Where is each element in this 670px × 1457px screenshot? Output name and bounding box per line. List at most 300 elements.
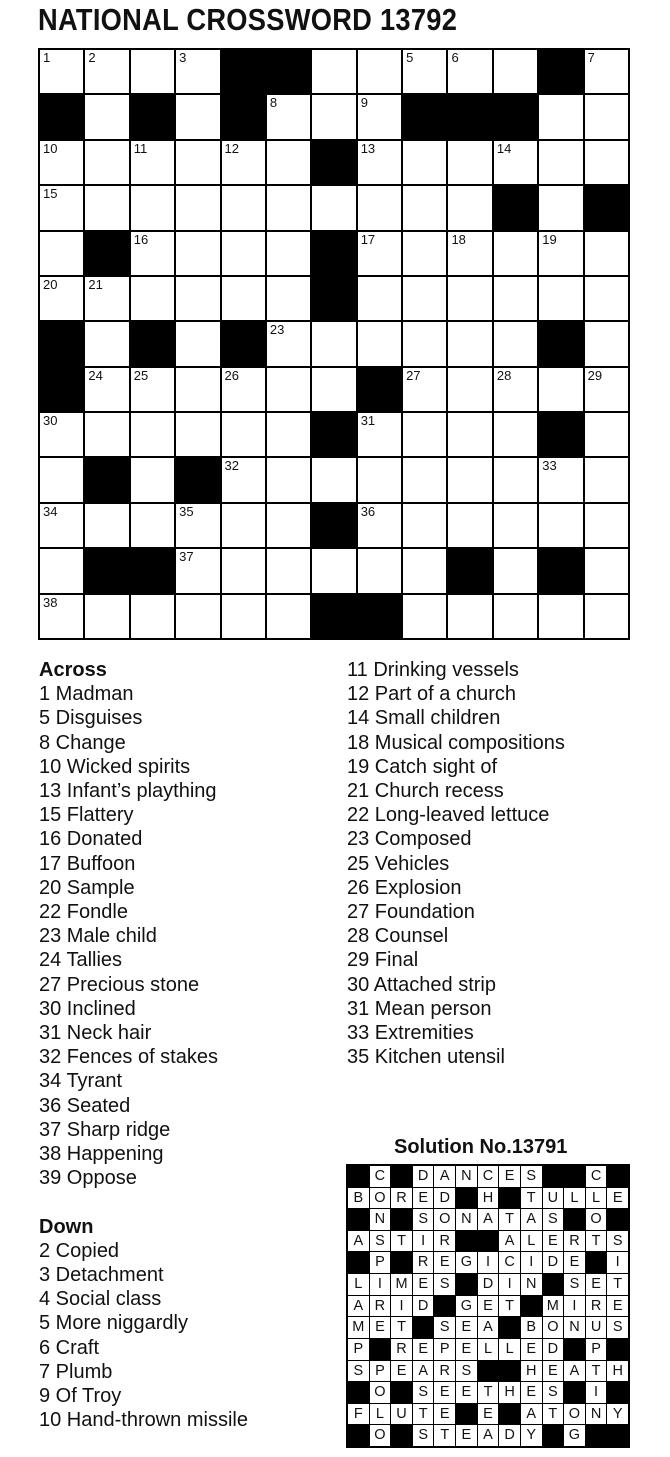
across-clue: 1 Madman <box>39 683 134 706</box>
grid-cell[interactable] <box>494 549 537 592</box>
across-clue: 23 Male child <box>39 925 157 948</box>
grid-cell[interactable] <box>585 50 628 93</box>
grid-cell[interactable] <box>40 458 83 501</box>
solution-cell: U <box>391 1404 412 1425</box>
grid-cell[interactable] <box>267 549 310 592</box>
across-clue: 36 Seated <box>39 1094 131 1117</box>
grid-cell[interactable] <box>40 413 83 456</box>
grid-cell[interactable] <box>176 322 219 365</box>
down-clue: 22 Long-leaved lettuce <box>347 804 550 827</box>
clue-number: 13 <box>360 140 376 156</box>
grid-cell[interactable] <box>585 368 628 411</box>
down-clue-list-right <box>347 658 565 1069</box>
grid-cell[interactable] <box>267 368 310 411</box>
down-clue: 27 Foundation <box>347 901 475 924</box>
solution-cell: L <box>348 1274 369 1295</box>
down-clue: 5 More niggardly <box>39 1312 188 1335</box>
grid-cell[interactable] <box>358 232 401 275</box>
grid-cell[interactable] <box>494 504 537 547</box>
grid-cell[interactable] <box>131 141 174 184</box>
grid-cell[interactable] <box>85 50 128 93</box>
grid-cell[interactable] <box>403 458 446 501</box>
solution-cell: R <box>391 1339 412 1360</box>
grid-cell[interactable] <box>85 322 128 365</box>
solution-cell: E <box>434 1252 455 1273</box>
clue-number: 8 <box>269 95 278 111</box>
solution-cell: N <box>456 1166 477 1187</box>
clue-number: 26 <box>224 367 239 383</box>
grid-cell[interactable] <box>539 504 582 547</box>
solution-cell: C <box>586 1166 607 1187</box>
grid-cell[interactable] <box>222 232 265 275</box>
grid-cell[interactable] <box>585 322 628 365</box>
solution-cell: S <box>348 1361 369 1382</box>
grid-cell[interactable] <box>40 277 83 320</box>
clue-number: 31 <box>360 413 376 429</box>
solution-cell: T <box>543 1404 564 1425</box>
solution-cell: B <box>521 1317 542 1338</box>
clue-number: 11 <box>133 140 148 156</box>
clue-number: 15 <box>43 186 58 202</box>
down-clue: 7 Plumb <box>39 1360 113 1383</box>
solution-cell: N <box>370 1209 391 1230</box>
solution-cell: Y <box>521 1425 542 1446</box>
grid-cell[interactable] <box>222 413 265 456</box>
solution-cell: A <box>478 1209 499 1230</box>
down-clue: 19 Catch sight of <box>347 755 498 778</box>
clue-number: 14 <box>496 140 512 156</box>
clue-number: 30 <box>43 413 58 429</box>
solution-cell: A <box>521 1404 542 1425</box>
across-clue: 13 Infant’s plaything <box>39 780 217 803</box>
grid-cell[interactable] <box>131 186 174 229</box>
solution-cell: D <box>413 1166 434 1187</box>
solution-cell: T <box>391 1317 412 1338</box>
solution-cell: S <box>607 1231 628 1252</box>
solution-grid <box>346 1164 630 1448</box>
grid-cell[interactable] <box>448 322 491 365</box>
solution-cell: I <box>521 1252 542 1273</box>
grid-cell[interactable] <box>222 141 265 184</box>
solution-cell: M <box>391 1274 412 1295</box>
grid-cell[interactable] <box>539 95 582 138</box>
grid-cell[interactable] <box>312 368 355 411</box>
grid-cell[interactable] <box>403 504 446 547</box>
across-clue: 32 Fences of stakes <box>39 1046 218 1069</box>
solution-cell: E <box>499 1166 520 1187</box>
grid-cell[interactable] <box>85 141 128 184</box>
grid-cell[interactable] <box>448 458 491 501</box>
grid-cell[interactable] <box>539 186 582 229</box>
grid-cell[interactable] <box>267 504 310 547</box>
grid-cell[interactable] <box>448 232 491 275</box>
clue-number: 5 <box>406 50 414 65</box>
solution-cell: E <box>586 1274 607 1295</box>
grid-cell[interactable] <box>267 141 310 184</box>
solution-cell: E <box>370 1317 391 1338</box>
grid-cell[interactable] <box>403 186 446 229</box>
grid-cell[interactable] <box>448 368 491 411</box>
solution-cell: A <box>499 1231 520 1252</box>
across-heading: Across <box>39 659 107 681</box>
down-clue: 31 Mean person <box>347 997 492 1020</box>
down-clue: 25 Vehicles <box>347 852 450 875</box>
solution-cell: E <box>478 1404 499 1425</box>
grid-cell[interactable] <box>176 413 219 456</box>
grid-cell[interactable] <box>176 277 219 320</box>
solution-cell: P <box>370 1361 391 1382</box>
across-clue: 27 Precious stone <box>39 973 200 996</box>
solution-cell: S <box>413 1425 434 1446</box>
grid-cell[interactable] <box>358 458 401 501</box>
grid-cell[interactable] <box>131 504 174 547</box>
clue-number: 29 <box>587 367 603 383</box>
grid-cell[interactable] <box>40 232 83 275</box>
grid-cell[interactable] <box>176 141 219 184</box>
solution-cell: B <box>348 1188 369 1209</box>
clue-number: 32 <box>224 458 239 474</box>
solution-cell: P <box>370 1252 391 1273</box>
grid-cell[interactable] <box>539 458 582 501</box>
clue-number: 37 <box>179 549 194 565</box>
grid-cell[interactable] <box>131 232 174 275</box>
across-clue-list <box>39 682 248 1190</box>
grid-cell[interactable] <box>222 595 265 638</box>
grid-cell[interactable] <box>85 504 128 547</box>
clue-number: 23 <box>269 322 285 338</box>
solution-cell: S <box>521 1166 542 1187</box>
solution-cell: E <box>607 1188 628 1209</box>
solution-cell: R <box>370 1296 391 1317</box>
grid-cell[interactable] <box>176 368 219 411</box>
grid-cell[interactable] <box>176 186 219 229</box>
puzzle-title: NATIONAL CROSSWORD 13792 <box>38 2 458 37</box>
solution-cell: G <box>456 1296 477 1317</box>
grid-cell[interactable] <box>85 368 128 411</box>
across-clue: 15 Flattery <box>39 804 134 827</box>
solution-cell: S <box>413 1382 434 1403</box>
down-clue: 29 Final <box>347 949 419 972</box>
solution-cell: E <box>413 1274 434 1295</box>
down-clue: 21 Church recess <box>347 780 504 803</box>
clue-number: 10 <box>43 140 58 156</box>
grid-cell[interactable] <box>539 368 582 411</box>
solution-cell: E <box>521 1339 542 1360</box>
grid-cell[interactable] <box>267 232 310 275</box>
grid-cell[interactable] <box>539 595 582 638</box>
solution-cell: A <box>434 1166 455 1187</box>
grid-cell[interactable] <box>403 50 446 93</box>
solution-cell: M <box>348 1317 369 1338</box>
grid-cell[interactable] <box>312 50 355 93</box>
grid-cell[interactable] <box>358 549 401 592</box>
grid-cell[interactable] <box>358 413 401 456</box>
solution-cell: T <box>521 1188 542 1209</box>
grid-cell[interactable] <box>539 277 582 320</box>
grid-cell[interactable] <box>40 50 83 93</box>
solution-cell: I <box>499 1274 520 1295</box>
across-clue: 16 Donated <box>39 828 143 851</box>
across-clue: 39 Oppose <box>39 1167 137 1190</box>
grid-cell[interactable] <box>222 277 265 320</box>
grid-cell[interactable] <box>312 322 355 365</box>
solution-cell: O <box>434 1209 455 1230</box>
solution-cell: L <box>499 1339 520 1360</box>
grid-cell[interactable] <box>403 413 446 456</box>
solution-cell: E <box>456 1425 477 1446</box>
grid-cell[interactable] <box>222 458 265 501</box>
grid-cell[interactable] <box>403 322 446 365</box>
solution-cell: L <box>521 1231 542 1252</box>
grid-cell[interactable] <box>267 322 310 365</box>
down-clue: 28 Counsel <box>347 925 449 948</box>
grid-cell[interactable] <box>585 549 628 592</box>
grid-cell[interactable] <box>585 232 628 275</box>
grid-cell[interactable] <box>358 141 401 184</box>
clue-number: 27 <box>406 367 421 383</box>
solution-cell: L <box>564 1188 585 1209</box>
grid-cell[interactable] <box>312 186 355 229</box>
down-clue-list-left <box>39 1239 248 1433</box>
solution-cell: L <box>478 1339 499 1360</box>
down-clue: 10 Hand-thrown missile <box>39 1409 248 1432</box>
grid-cell[interactable] <box>131 277 174 320</box>
down-clue: 33 Extremities <box>347 1022 474 1045</box>
grid-cell[interactable] <box>358 95 401 138</box>
solution-cell: E <box>413 1339 434 1360</box>
grid-cell[interactable] <box>176 549 219 592</box>
down-clue: 14 Small children <box>347 707 501 730</box>
solution-cell: O <box>370 1188 391 1209</box>
grid-cell[interactable] <box>85 277 128 320</box>
solution-cell: S <box>607 1317 628 1338</box>
clue-number: 2 <box>88 50 96 65</box>
solution-title: Solution No.13791 <box>394 1136 568 1158</box>
solution-cell: U <box>586 1317 607 1338</box>
clue-number: 6 <box>451 50 459 65</box>
across-clue: 37 Sharp ridge <box>39 1118 171 1141</box>
solution-cell: S <box>434 1317 455 1338</box>
grid-cell[interactable] <box>85 413 128 456</box>
grid-cell[interactable] <box>312 549 355 592</box>
grid-cell[interactable] <box>403 549 446 592</box>
grid-cell[interactable] <box>358 277 401 320</box>
solution-cell: T <box>391 1231 412 1252</box>
grid-cell[interactable] <box>403 595 446 638</box>
grid-cell[interactable] <box>585 95 628 138</box>
grid-cell[interactable] <box>448 595 491 638</box>
grid-cell[interactable] <box>85 95 128 138</box>
solution-cell: E <box>413 1188 434 1209</box>
grid-cell[interactable] <box>403 141 446 184</box>
down-clue: 30 Attached strip <box>347 973 496 996</box>
solution-cell: I <box>370 1274 391 1295</box>
grid-cell[interactable] <box>403 232 446 275</box>
solution-cell: T <box>586 1361 607 1382</box>
grid-cell[interactable] <box>494 368 537 411</box>
grid-cell[interactable] <box>40 595 83 638</box>
grid-cell[interactable] <box>267 458 310 501</box>
grid-cell[interactable] <box>494 232 537 275</box>
solution-cell: C <box>370 1166 391 1187</box>
grid-cell[interactable] <box>267 595 310 638</box>
grid-cell[interactable] <box>539 141 582 184</box>
solution-cell: U <box>543 1188 564 1209</box>
solution-cell: I <box>478 1252 499 1273</box>
grid-cell[interactable] <box>585 413 628 456</box>
solution-cell: E <box>456 1339 477 1360</box>
solution-cell: Y <box>607 1404 628 1425</box>
grid-cell[interactable] <box>222 368 265 411</box>
grid-cell[interactable] <box>358 504 401 547</box>
grid-cell[interactable] <box>312 95 355 138</box>
solution-cell: R <box>564 1231 585 1252</box>
across-clue: 30 Inclined <box>39 997 136 1020</box>
grid-cell[interactable] <box>358 186 401 229</box>
grid-cell[interactable] <box>267 277 310 320</box>
grid-cell[interactable] <box>494 141 537 184</box>
grid-cell[interactable] <box>222 504 265 547</box>
solution-cell: D <box>543 1339 564 1360</box>
grid-cell[interactable] <box>267 413 310 456</box>
grid-cell[interactable] <box>85 595 128 638</box>
grid-cell[interactable] <box>494 322 537 365</box>
grid-cell[interactable] <box>40 186 83 229</box>
grid-cell[interactable] <box>539 232 582 275</box>
clue-number: 34 <box>43 503 58 519</box>
solution-cell: E <box>456 1382 477 1403</box>
across-clue: 22 Fondle <box>39 901 128 924</box>
solution-cell: E <box>456 1317 477 1338</box>
solution-cell: L <box>370 1404 391 1425</box>
grid-cell[interactable] <box>131 413 174 456</box>
clue-number: 25 <box>133 367 149 383</box>
solution-cell: T <box>607 1274 628 1295</box>
clue-number: 35 <box>179 503 194 519</box>
solution-cell: T <box>499 1296 520 1317</box>
solution-cell: S <box>543 1382 564 1403</box>
solution-cell: G <box>564 1425 585 1446</box>
grid-cell[interactable] <box>40 549 83 592</box>
solution-cell: C <box>499 1252 520 1273</box>
solution-cell: O <box>564 1404 585 1425</box>
solution-cell: O <box>543 1317 564 1338</box>
grid-cell[interactable] <box>312 458 355 501</box>
solution-cell: E <box>564 1252 585 1273</box>
grid-cell[interactable] <box>85 186 128 229</box>
solution-cell: N <box>586 1404 607 1425</box>
grid-cell[interactable] <box>176 95 219 138</box>
grid-cell[interactable] <box>448 277 491 320</box>
solution-cell: D <box>413 1296 434 1317</box>
solution-cell: O <box>586 1209 607 1230</box>
clue-number: 1 <box>43 50 51 65</box>
grid-cell[interactable] <box>585 595 628 638</box>
across-clue: 20 Sample <box>39 876 135 899</box>
solution-cell: N <box>521 1274 542 1295</box>
across-clue: 24 Tallies <box>39 949 123 972</box>
clue-number: 18 <box>451 231 466 247</box>
solution-cell: A <box>521 1209 542 1230</box>
solution-cell: A <box>564 1361 585 1382</box>
solution-cell: R <box>434 1361 455 1382</box>
down-heading: Down <box>39 1215 94 1238</box>
clue-number: 16 <box>133 231 149 247</box>
grid-cell[interactable] <box>131 458 174 501</box>
grid-cell[interactable] <box>403 368 446 411</box>
grid-cell[interactable] <box>131 595 174 638</box>
grid-cell[interactable] <box>448 413 491 456</box>
grid-cell[interactable] <box>176 232 219 275</box>
solution-cell: S <box>543 1209 564 1230</box>
grid-cell[interactable] <box>448 141 491 184</box>
grid-cell[interactable] <box>131 368 174 411</box>
clue-number: 21 <box>88 276 103 292</box>
down-clue: 12 Part of a church <box>347 683 516 706</box>
grid-cell[interactable] <box>403 277 446 320</box>
clue-number: 17 <box>360 231 376 247</box>
grid-cell[interactable] <box>176 50 219 93</box>
grid-cell[interactable] <box>494 413 537 456</box>
solution-cell: E <box>391 1361 412 1382</box>
grid-cell[interactable] <box>222 549 265 592</box>
grid-cell[interactable] <box>585 504 628 547</box>
solution-cell: H <box>499 1382 520 1403</box>
grid-cell[interactable] <box>222 186 265 229</box>
grid-cell[interactable] <box>494 595 537 638</box>
grid-cell[interactable] <box>585 277 628 320</box>
grid-cell[interactable] <box>176 595 219 638</box>
grid-cell[interactable] <box>131 50 174 93</box>
clue-number: 28 <box>496 367 512 383</box>
grid-cell[interactable] <box>494 50 537 93</box>
solution-cell: G <box>456 1252 477 1273</box>
grid-cell[interactable] <box>267 186 310 229</box>
grid-cell[interactable] <box>358 322 401 365</box>
solution-cell: T <box>413 1404 434 1425</box>
solution-cell: F <box>348 1404 369 1425</box>
across-clue: 10 Wicked spirits <box>39 755 191 778</box>
grid-cell[interactable] <box>176 504 219 547</box>
clue-number: 20 <box>43 276 58 292</box>
solution-cell: D <box>434 1188 455 1209</box>
grid-cell[interactable] <box>448 50 491 93</box>
clue-number: 12 <box>224 140 239 156</box>
grid-cell[interactable] <box>448 186 491 229</box>
grid-cell[interactable] <box>40 504 83 547</box>
grid-cell[interactable] <box>40 141 83 184</box>
solution-cell: P <box>586 1339 607 1360</box>
grid-cell[interactable] <box>267 95 310 138</box>
solution-cell: T <box>499 1209 520 1230</box>
solution-cell: A <box>348 1296 369 1317</box>
grid-cell[interactable] <box>585 141 628 184</box>
grid-cell[interactable] <box>358 50 401 93</box>
solution-cell: I <box>607 1252 628 1273</box>
solution-cell: M <box>543 1296 564 1317</box>
down-clue: 35 Kitchen utensil <box>347 1046 505 1069</box>
grid-cell[interactable] <box>585 458 628 501</box>
solution-cell: E <box>434 1404 455 1425</box>
solution-cell: D <box>499 1425 520 1446</box>
across-clue: 8 Change <box>39 731 126 754</box>
grid-cell[interactable] <box>494 277 537 320</box>
clues-right-column <box>347 658 565 1069</box>
down-clue: 6 Craft <box>39 1336 100 1359</box>
solution-cell: I <box>391 1296 412 1317</box>
grid-cell[interactable] <box>494 458 537 501</box>
grid-cell[interactable] <box>448 504 491 547</box>
